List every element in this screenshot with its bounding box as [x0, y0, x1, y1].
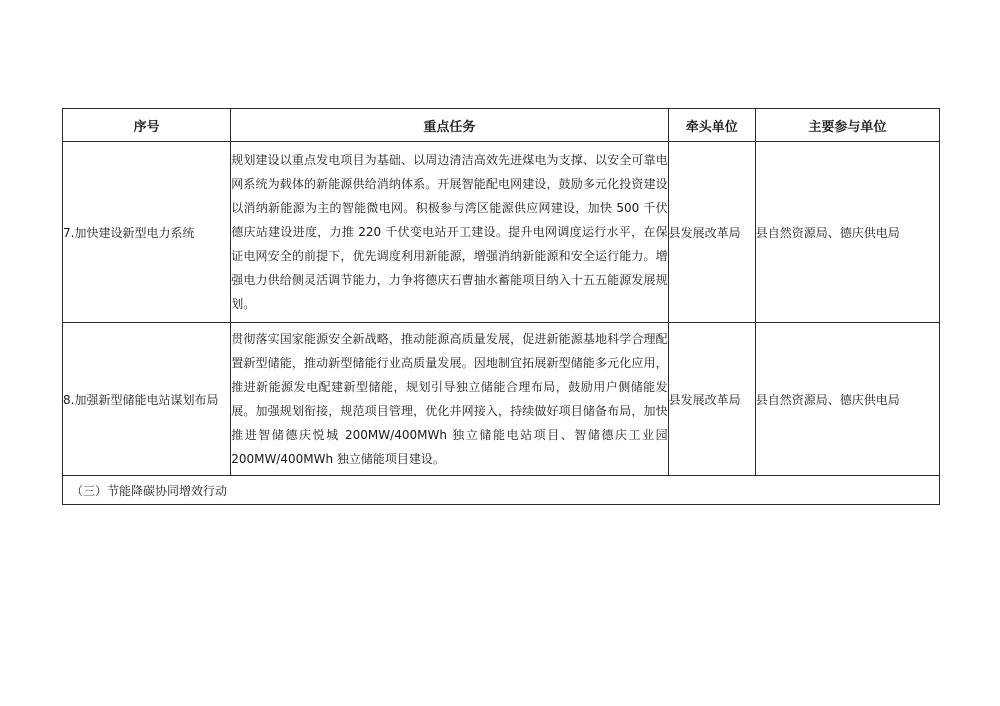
task-table [62, 108, 940, 505]
section-heading: （三）节能降碳协同增效行动 [63, 476, 940, 505]
header-task: 重点任务 [231, 109, 668, 142]
row-task: 规划建设以重点发电项目为基础、以周边清洁高效先进煤电为支撑、以安全可靠电网系统为载体的新能源供给消纳体系。开展智能配电网建设，鼓励多元化投资建设以消纳新能源为主的智能微电网。积极参与湾区能源供应网建设，加快 500 千伏德庆站建设进度，力推 220 千伏变电站开工建设。提升电网调度运行水平，在保证电网安全的前提下，优先调度利用新能源，增强消纳新能源和安全运行能力。增强电力供给侧灵活调节能力，力争将德庆石曹抽水蓄能项目纳入十五五能源发展规划。 [231, 142, 668, 323]
row-lead: 县发展改革局 [668, 323, 755, 476]
table-row [63, 323, 940, 476]
table-row [63, 142, 940, 323]
section-row [63, 476, 940, 505]
row-no: 8.加强新型储能电站谋划布局 [63, 323, 231, 476]
header-lead: 牵头单位 [668, 109, 755, 142]
row-lead: 县发展改革局 [668, 142, 755, 323]
row-participants: 县自然资源局、德庆供电局 [755, 323, 939, 476]
row-task: 贯彻落实国家能源安全新战略，推动能源高质量发展，促进新能源基地科学合理配置新型储能，推动新型储能行业高质量发展。因地制宜拓展新型储能多元化应用，推进新能源发电配建新型储能，规划引导独立储能合理布局，鼓励用户侧储能发展。加强规划衔接，规范项目管理，优化并网接入，持续做好项目储备布局，加快推进智储德庆悦城 200MW/400MWh 独立储能电站项目、智储德庆工业园200MW/400MWh 独立储能项目建设。 [231, 323, 668, 476]
header-no: 序号 [63, 109, 231, 142]
header-participants: 主要参与单位 [755, 109, 939, 142]
row-no: 7.加快建设新型电力系统 [63, 142, 231, 323]
row-participants: 县自然资源局、德庆供电局 [755, 142, 939, 323]
table-header-row [63, 109, 940, 142]
